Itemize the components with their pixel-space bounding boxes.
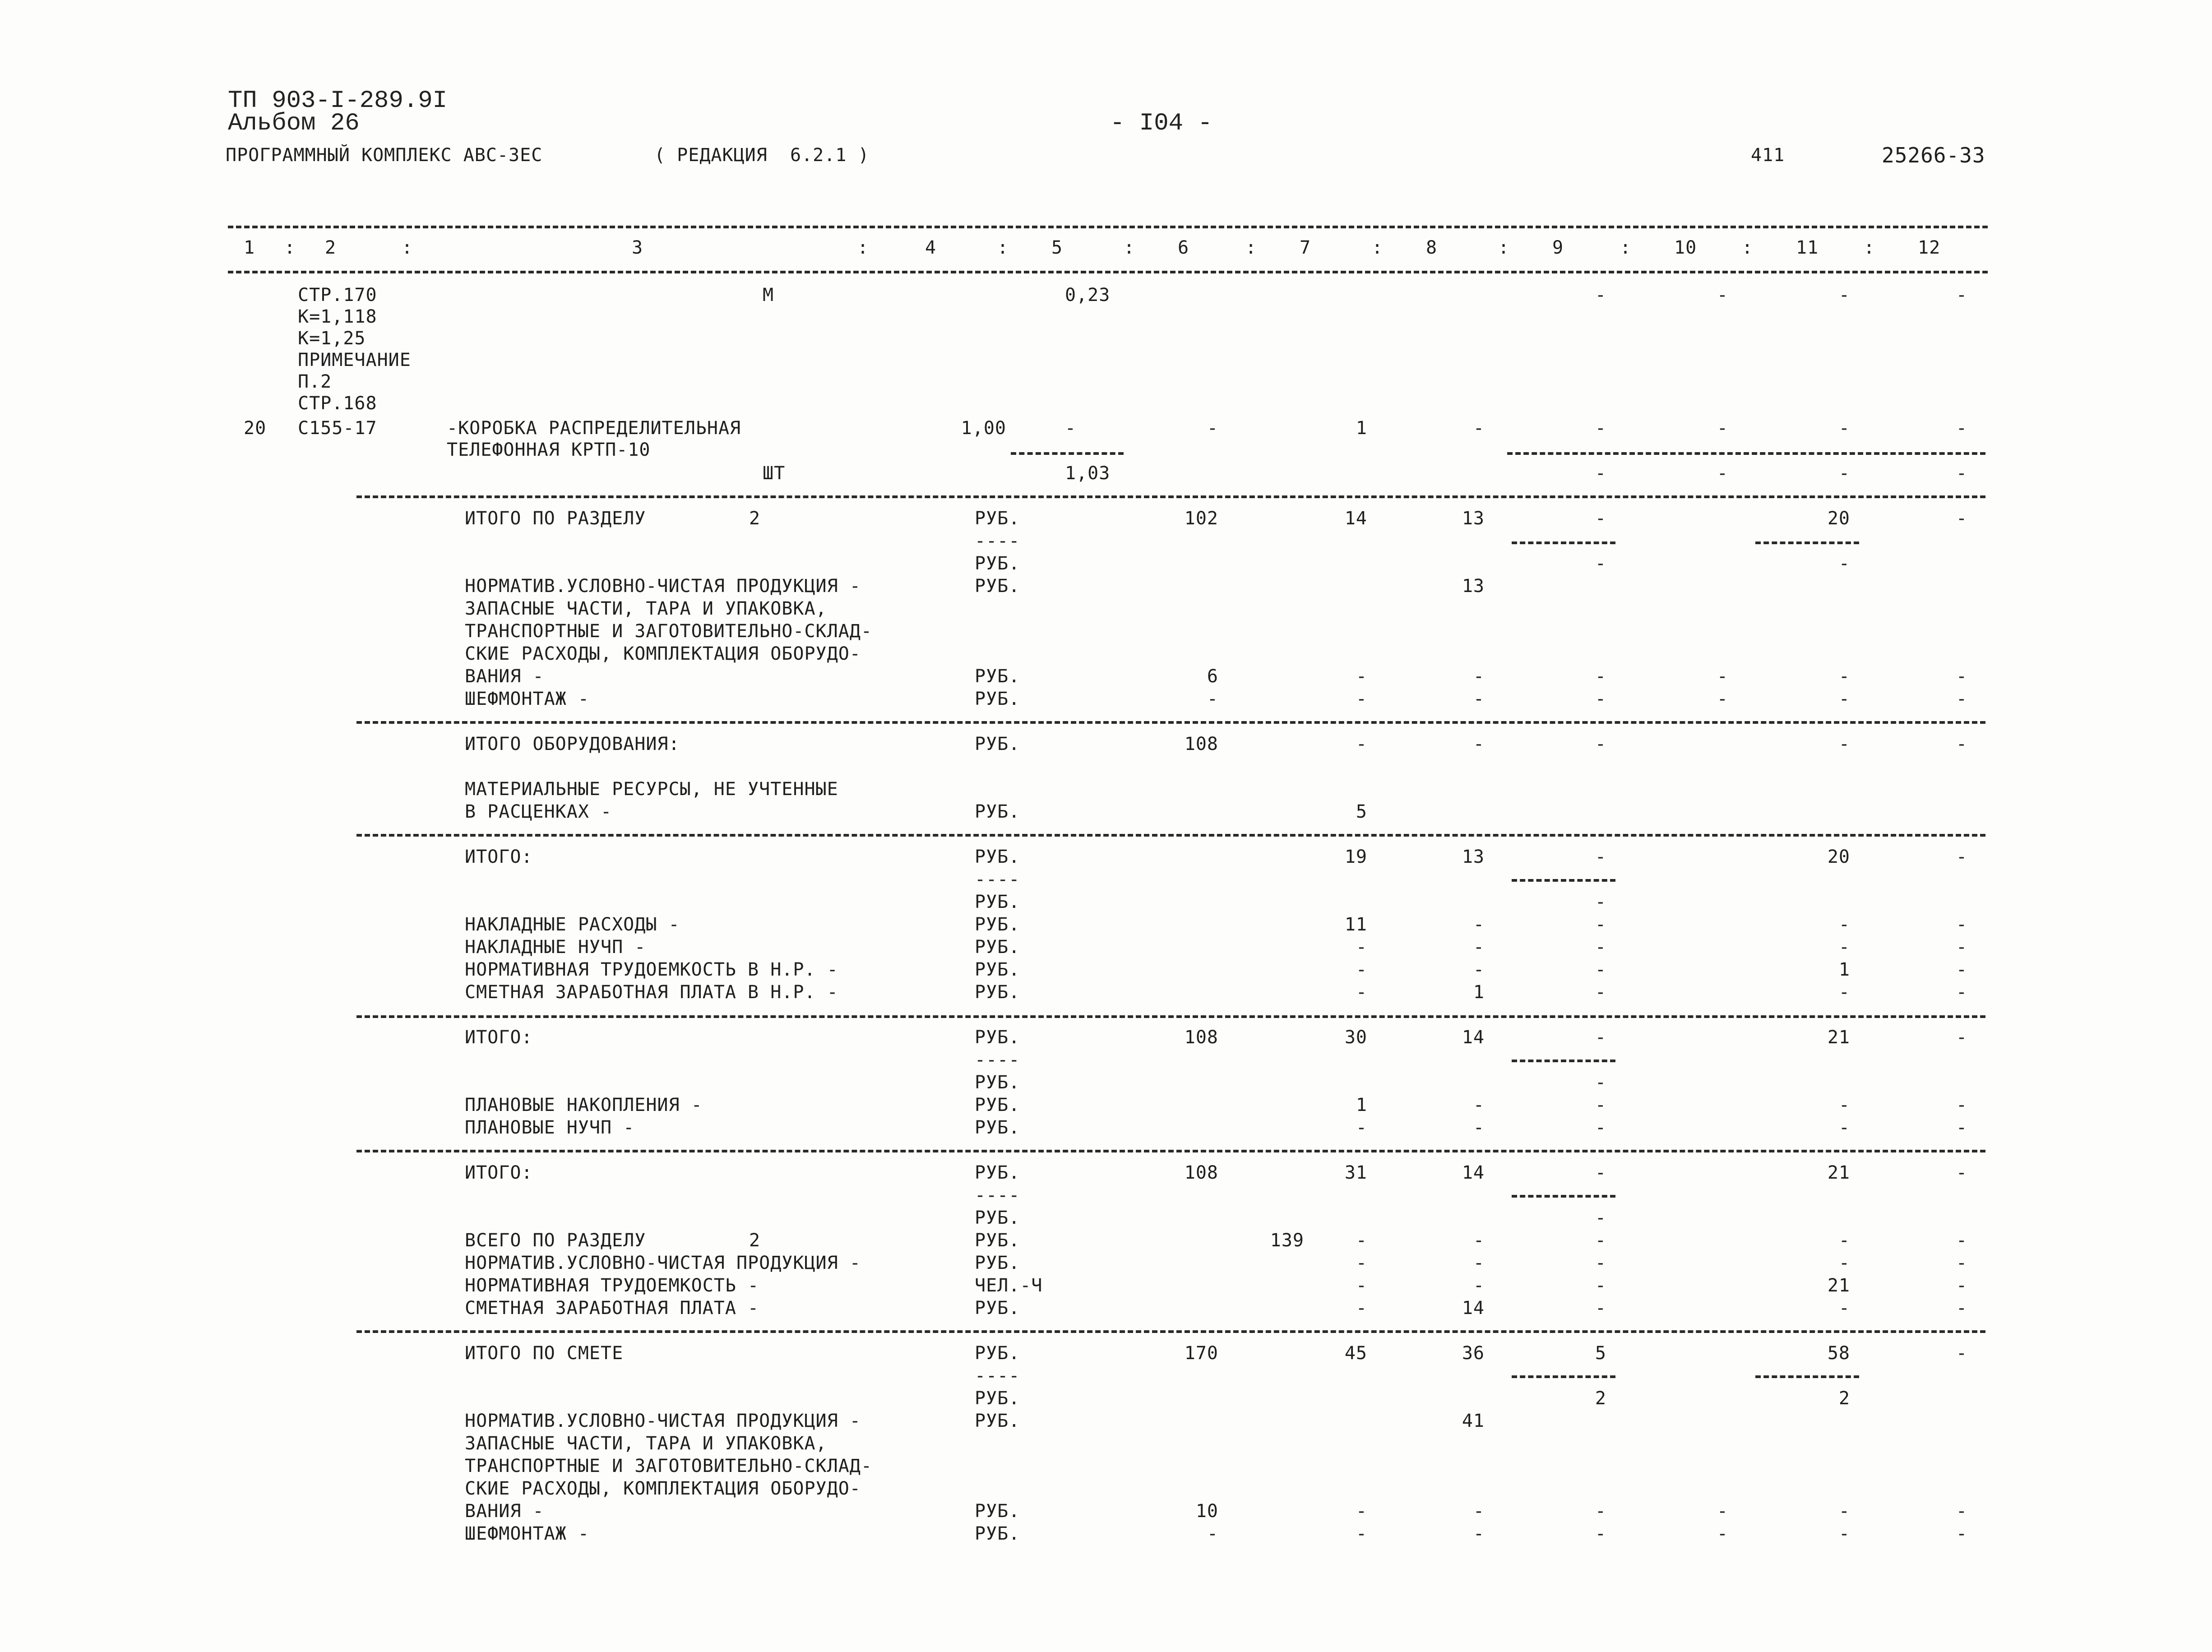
value-cell-c6: 102 <box>1184 508 1218 529</box>
line-label: ИТОГО ПО РАЗДЕЛУ <box>465 508 646 529</box>
unit-cell: РУБ. <box>975 689 1020 709</box>
value-cell-c9: - <box>1595 1072 1606 1093</box>
unit-cell: ---- <box>975 1185 1020 1206</box>
value-cell-c8: 13 <box>1462 847 1485 867</box>
line-label: СКИЕ РАСХОДЫ, КОМПЛЕКТАЦИЯ ОБОРУДО- <box>465 1478 861 1499</box>
rule <box>1512 1375 1615 1378</box>
rule <box>1512 879 1615 882</box>
value-cell-c6: 10 <box>1195 1501 1218 1522</box>
line-label: ЗАПАСНЫЕ ЧАСТИ, ТАРА И УПАКОВКА, <box>465 1433 827 1454</box>
rule <box>1507 452 1985 455</box>
value-cell-c7: - <box>1356 734 1367 754</box>
col12-cell: - <box>1956 463 1967 484</box>
value-cell-c7: 5 <box>1356 801 1367 822</box>
line-label: В РАСЦЕНКАХ - <box>465 801 612 822</box>
value-cell-c12: - <box>1956 1298 1967 1319</box>
unit-cell: ---- <box>975 1365 1020 1386</box>
value-cell-c9: - <box>1595 1095 1606 1115</box>
value-cell-c9: - <box>1595 666 1606 687</box>
col7-cell: 1 <box>1356 418 1367 439</box>
col12-cell: - <box>1956 418 1967 439</box>
value-cell-c12: - <box>1956 982 1967 1003</box>
value-cell-c6: 6 <box>1207 666 1218 687</box>
value-cell-c11: - <box>1838 1298 1850 1319</box>
value-cell-c8: 41 <box>1462 1411 1485 1431</box>
value-cell-c12: - <box>1956 734 1967 754</box>
value-cell-c7: - <box>1356 1298 1367 1319</box>
value-cell-c7: - <box>1356 1253 1367 1273</box>
value-cell-c12: - <box>1956 1230 1967 1251</box>
col6-cell: - <box>1207 418 1218 439</box>
value-cell-c8: 14 <box>1462 1298 1485 1319</box>
unit-cell: РУБ. <box>975 1208 1020 1228</box>
value-cell-c8: 13 <box>1462 508 1485 529</box>
value-cell-c12: - <box>1956 666 1967 687</box>
value-cell-c11: 21 <box>1827 1027 1850 1048</box>
rule <box>1512 1195 1615 1198</box>
value-cell-c11: 21 <box>1827 1275 1850 1296</box>
rule <box>228 271 1988 273</box>
value-cell-c7: - <box>1356 666 1367 687</box>
value-cell-c9: - <box>1595 1298 1606 1319</box>
edition-label: ( РЕДАКЦИЯ 6.2.1 ) <box>654 145 870 166</box>
value-cell-c8: - <box>1473 1095 1485 1115</box>
column-number: 12 <box>1918 237 1941 258</box>
value-cell-c8: - <box>1473 937 1485 958</box>
value-cell-c8: 14 <box>1462 1162 1485 1183</box>
value-cell-c11: - <box>1838 982 1850 1003</box>
line-label: ИТОГО ПО СМЕТЕ <box>465 1343 624 1364</box>
value-cell-c7: 31 <box>1344 1162 1367 1183</box>
column-number: 9 <box>1552 237 1564 258</box>
unit-cell: ---- <box>975 869 1020 890</box>
value-cell-c8: 1 <box>1473 982 1485 1003</box>
column-number: 7 <box>1300 237 1311 258</box>
value-cell-c7: - <box>1356 1275 1367 1296</box>
rule <box>356 1150 1985 1152</box>
value-cell-c6: 108 <box>1184 1162 1218 1183</box>
album-label: Альбом 26 <box>228 110 360 137</box>
value-cell-c12: - <box>1956 1523 1967 1544</box>
value-cell-c7: 19 <box>1344 847 1367 867</box>
unit-cell: РУБ. <box>975 666 1020 687</box>
unit-cell: РУБ. <box>975 1162 1020 1183</box>
value-cell-c12: - <box>1956 1501 1967 1522</box>
value-cell-c8: - <box>1473 1253 1485 1273</box>
line-label: ПЛАНОВЫЕ НУЧП - <box>465 1117 635 1138</box>
line-label: ПЛАНОВЫЕ НАКОПЛЕНИЯ - <box>465 1095 703 1115</box>
line-label: ЗАПАСНЫЕ ЧАСТИ, ТАРА И УПАКОВКА, <box>465 598 827 619</box>
item-code: С155-17 <box>298 418 377 439</box>
col8-cell: - <box>1473 418 1485 439</box>
value-cell-c6: 108 <box>1184 734 1218 754</box>
section-number: 2 <box>749 508 761 529</box>
value-cell-c11: - <box>1838 1095 1850 1115</box>
value-cell-c8: - <box>1473 1275 1485 1296</box>
value-cell-c9: - <box>1595 847 1606 867</box>
value-cell-c11: 58 <box>1827 1343 1850 1364</box>
value-cell-c11: 20 <box>1827 847 1850 867</box>
unit-cell: РУБ. <box>975 801 1020 822</box>
unit-cell: РУБ. <box>975 847 1020 867</box>
column-separator: : <box>1864 237 1875 258</box>
value-cell-c7: - <box>1356 1230 1367 1251</box>
item-name: -КОРОБКА РАСПРЕДЕЛИТЕЛЬНАЯ <box>447 418 741 439</box>
unit-cell: РУБ. <box>975 1095 1020 1115</box>
line-label: ИТОГО: <box>465 1162 533 1183</box>
doc-number: 25266-33 <box>1882 143 1985 167</box>
value-cell-c6: 108 <box>1184 1027 1218 1048</box>
unit-cell: РУБ. <box>975 1411 1020 1431</box>
column-separator: : <box>1372 237 1384 258</box>
unit-cell: РУБ. <box>975 1253 1020 1273</box>
unit-cell: РУБ. <box>975 508 1020 529</box>
line-label: ШЕФМОНТАЖ - <box>465 1523 589 1544</box>
line-label: СКИЕ РАСХОДЫ, КОМПЛЕКТАЦИЯ ОБОРУДО- <box>465 643 861 664</box>
item-number: 20 <box>244 418 267 439</box>
line-label: НОРМАТИВ.УСЛОВНО-ЧИСТАЯ ПРОДУКЦИЯ - <box>465 1411 861 1431</box>
col11-cell: - <box>1838 463 1850 484</box>
value-cell-c9: - <box>1595 959 1606 980</box>
value-cell-c12: - <box>1956 847 1967 867</box>
value-cell-c6b: 139 <box>1270 1230 1304 1251</box>
col10-cell: - <box>1717 418 1728 439</box>
value-cell-c12: - <box>1956 1027 1967 1048</box>
column-separator: : <box>997 237 1009 258</box>
column-separator: : <box>857 237 869 258</box>
col5-cell: - <box>1065 418 1077 439</box>
col5-cell: 1,03 <box>1065 463 1111 484</box>
col11-cell: - <box>1838 418 1850 439</box>
rule <box>356 834 1985 837</box>
note-line: К=1,118 <box>298 306 377 327</box>
value-cell-c8: - <box>1473 1523 1485 1544</box>
column-separator: : <box>1124 237 1135 258</box>
value-cell-c12: - <box>1956 937 1967 958</box>
value-cell-c11: 21 <box>1827 1162 1850 1183</box>
col9-cell: - <box>1595 463 1606 484</box>
value-cell-c7: 45 <box>1344 1343 1367 1364</box>
value-cell-c9: - <box>1595 508 1606 529</box>
unit-cell: РУБ. <box>975 1501 1020 1522</box>
value-cell-c7: - <box>1356 937 1367 958</box>
column-separator: : <box>1742 237 1754 258</box>
value-cell-c7: - <box>1356 1117 1367 1138</box>
column-separator: : <box>1498 237 1510 258</box>
item-name: ТЕЛЕФОННАЯ КРТП-10 <box>447 440 651 460</box>
unit-cell: РУБ. <box>975 553 1020 574</box>
unit-cell: РУБ. <box>975 576 1020 597</box>
line-label: ТРАНСПОРТНЫЕ И ЗАГОТОВИТЕЛЬНО-СКЛАД- <box>465 621 872 642</box>
value-cell-c7: - <box>1356 1501 1367 1522</box>
note-line: СТР.170 <box>298 285 377 305</box>
value-cell-c7: 1 <box>1356 1095 1367 1115</box>
note-line: К=1,25 <box>298 328 366 349</box>
column-separator: : <box>284 237 296 258</box>
column-number: 6 <box>1178 237 1189 258</box>
value-cell-c9: - <box>1595 892 1606 912</box>
rule <box>356 495 1985 498</box>
value-cell-c8: 36 <box>1462 1343 1485 1364</box>
line-label: НОРМАТИВ.УСЛОВНО-ЧИСТАЯ ПРОДУКЦИЯ - <box>465 576 861 597</box>
value-cell-c12: - <box>1956 689 1967 709</box>
value-cell-c6: - <box>1207 689 1218 709</box>
value-cell-c9: - <box>1595 1275 1606 1296</box>
value-cell-c8: - <box>1473 734 1485 754</box>
value-cell-c9: - <box>1595 553 1606 574</box>
value-cell-c12: - <box>1956 914 1967 935</box>
value-cell-c12: - <box>1956 1275 1967 1296</box>
value-cell-c11: - <box>1838 689 1850 709</box>
rule <box>1512 541 1615 544</box>
sheet-number: 411 <box>1751 145 1785 166</box>
column-number: 8 <box>1426 237 1438 258</box>
column-number: 4 <box>925 237 937 258</box>
unit-cell: ---- <box>975 531 1020 551</box>
column-number: 11 <box>1796 237 1819 258</box>
value-cell-c12: - <box>1956 508 1967 529</box>
col11-cell: - <box>1838 285 1850 305</box>
column-number: 3 <box>632 237 643 258</box>
column-number: 5 <box>1051 237 1063 258</box>
unit-cell: РУБ. <box>975 937 1020 958</box>
col12-cell: - <box>1956 285 1967 305</box>
col10-cell: - <box>1717 463 1728 484</box>
col9-cell: - <box>1595 418 1606 439</box>
unit-cell: РУБ. <box>975 914 1020 935</box>
line-label: НАКЛАДНЫЕ РАСХОДЫ - <box>465 914 680 935</box>
rule <box>356 1015 1985 1018</box>
value-cell-c11: - <box>1838 1230 1850 1251</box>
unit-cell: РУБ. <box>975 892 1020 912</box>
column-separator: : <box>402 237 413 258</box>
rule <box>356 721 1985 724</box>
value-cell-c9: - <box>1595 1230 1606 1251</box>
value-cell-c9: 5 <box>1595 1343 1606 1364</box>
line-label: ИТОГО ОБОРУДОВАНИЯ: <box>465 734 680 754</box>
unit-cell: РУБ. <box>975 1072 1020 1093</box>
value-cell-c9: - <box>1595 937 1606 958</box>
column-separator: : <box>1245 237 1257 258</box>
value-cell-c9: - <box>1595 1253 1606 1273</box>
unit-cell: ШТ <box>763 463 786 484</box>
value-cell-c9: - <box>1595 982 1606 1003</box>
line-label: НАКЛАДНЫЕ НУЧП - <box>465 937 646 958</box>
value-cell-c11: - <box>1838 553 1850 574</box>
doc-code: ТП 903-I-289.9I <box>228 87 448 115</box>
value-cell-c10: - <box>1717 689 1728 709</box>
unit-cell: РУБ. <box>975 734 1020 754</box>
rule <box>356 1330 1985 1333</box>
value-cell-c8: 14 <box>1462 1027 1485 1048</box>
unit-cell: РУБ. <box>975 959 1020 980</box>
value-cell-c9: - <box>1595 914 1606 935</box>
value-cell-c12: - <box>1956 1117 1967 1138</box>
value-cell-c10: - <box>1717 1523 1728 1544</box>
value-cell-c7: - <box>1356 689 1367 709</box>
value-cell-c11: - <box>1838 666 1850 687</box>
value-cell-c11: - <box>1838 1253 1850 1273</box>
line-label: ТРАНСПОРТНЫЕ И ЗАГОТОВИТЕЛЬНО-СКЛАД- <box>465 1456 872 1476</box>
unit-cell: ---- <box>975 1050 1020 1070</box>
unit-cell: ЧЕЛ.-Ч <box>975 1275 1043 1296</box>
value-cell-c8: 13 <box>1462 576 1485 597</box>
unit-cell: РУБ. <box>975 1230 1020 1251</box>
value-cell-c11: - <box>1838 1523 1850 1544</box>
value-cell-c7: - <box>1356 959 1367 980</box>
value-cell-c10: - <box>1717 666 1728 687</box>
value-cell-c9: - <box>1595 1501 1606 1522</box>
value-cell-c7: - <box>1356 1523 1367 1544</box>
col10-cell: - <box>1717 285 1728 305</box>
rule <box>1755 541 1859 544</box>
line-label: НОРМАТИВНАЯ ТРУДОЕМКОСТЬ В Н.Р. - <box>465 959 838 980</box>
page-number: - I04 - <box>1110 110 1212 137</box>
col5-cell: 0,23 <box>1065 285 1111 305</box>
line-label: СМЕТНАЯ ЗАРАБОТНАЯ ПЛАТА - <box>465 1298 759 1319</box>
value-cell-c12: - <box>1956 1253 1967 1273</box>
note-line: ПРИМЕЧАНИЕ <box>298 350 411 370</box>
line-label: ВАНИЯ - <box>465 666 544 687</box>
value-cell-c11: - <box>1838 1501 1850 1522</box>
value-cell-c6: 170 <box>1184 1343 1218 1364</box>
value-cell-c8: - <box>1473 689 1485 709</box>
rule <box>228 226 1988 228</box>
value-cell-c6: - <box>1207 1523 1218 1544</box>
line-label: ВАНИЯ - <box>465 1501 544 1522</box>
value-cell-c9: - <box>1595 1523 1606 1544</box>
line-label: НОРМАТИВ.УСЛОВНО-ЧИСТАЯ ПРОДУКЦИЯ - <box>465 1253 861 1273</box>
rule <box>1011 452 1124 455</box>
line-label: СМЕТНАЯ ЗАРАБОТНАЯ ПЛАТА В Н.Р. - <box>465 982 838 1003</box>
section-number: 2 <box>749 1230 761 1251</box>
value-cell-c11: 20 <box>1827 508 1850 529</box>
value-cell-c11: - <box>1838 937 1850 958</box>
value-cell-c8: - <box>1473 666 1485 687</box>
value-cell-c9: - <box>1595 1117 1606 1138</box>
value-cell-c11: 2 <box>1838 1388 1850 1409</box>
line-label: ШЕФМОНТАЖ - <box>465 689 589 709</box>
value-cell-c7: 30 <box>1344 1027 1367 1048</box>
line-label: ИТОГО: <box>465 1027 533 1048</box>
unit-cell: РУБ. <box>975 1027 1020 1048</box>
value-cell-c8: - <box>1473 1117 1485 1138</box>
value-cell-c12: - <box>1956 1343 1967 1364</box>
col9-cell: - <box>1595 285 1606 305</box>
value-cell-c9: - <box>1595 734 1606 754</box>
note-line: СТР.168 <box>298 393 377 414</box>
unit-cell: РУБ. <box>975 1117 1020 1138</box>
value-cell-c7: 14 <box>1344 508 1367 529</box>
value-cell-c7: - <box>1356 982 1367 1003</box>
value-cell-c7: 11 <box>1344 914 1367 935</box>
unit-cell: РУБ. <box>975 1523 1020 1544</box>
rule <box>1512 1060 1615 1062</box>
note-line: П.2 <box>298 371 332 392</box>
value-cell-c10: - <box>1717 1501 1728 1522</box>
value-cell-c9: - <box>1595 689 1606 709</box>
value-cell-c8: - <box>1473 914 1485 935</box>
value-cell-c8: - <box>1473 1501 1485 1522</box>
column-number: 2 <box>325 237 337 258</box>
value-cell-c12: - <box>1956 959 1967 980</box>
column-number: 1 <box>244 237 255 258</box>
line-label: ИТОГО: <box>465 847 533 867</box>
program-title: ПРОГРАММНЫЙ КОМПЛЕКС АВС-3ЕС <box>226 145 543 166</box>
value-cell-c9: - <box>1595 1027 1606 1048</box>
unit-cell: РУБ. <box>975 982 1020 1003</box>
value-cell-c9: - <box>1595 1162 1606 1183</box>
value-cell-c11: 1 <box>1838 959 1850 980</box>
value-cell-c12: - <box>1956 1095 1967 1115</box>
column-separator: : <box>1620 237 1632 258</box>
value-cell-c12: - <box>1956 1162 1967 1183</box>
value-cell-c8: - <box>1473 959 1485 980</box>
value-cell-c9: - <box>1595 1208 1606 1228</box>
value-cell-c11: - <box>1838 914 1850 935</box>
unit-cell: РУБ. <box>975 1298 1020 1319</box>
value-cell-c11: - <box>1838 1117 1850 1138</box>
value-cell-c9: 2 <box>1595 1388 1606 1409</box>
quantity-cell: 1,00 <box>961 418 1006 439</box>
value-cell-c8: - <box>1473 1230 1485 1251</box>
unit-cell: РУБ. <box>975 1343 1020 1364</box>
unit-cell: РУБ. <box>975 1388 1020 1409</box>
line-label: ВСЕГО ПО РАЗДЕЛУ <box>465 1230 646 1251</box>
line-label: МАТЕРИАЛЬНЫЕ РЕСУРСЫ, НЕ УЧТЕННЫЕ <box>465 779 838 800</box>
rule <box>1755 1375 1859 1378</box>
column-number: 10 <box>1674 237 1697 258</box>
line-label: НОРМАТИВНАЯ ТРУДОЕМКОСТЬ - <box>465 1275 759 1296</box>
value-cell-c11: - <box>1838 734 1850 754</box>
unit-cell: М <box>763 285 774 305</box>
